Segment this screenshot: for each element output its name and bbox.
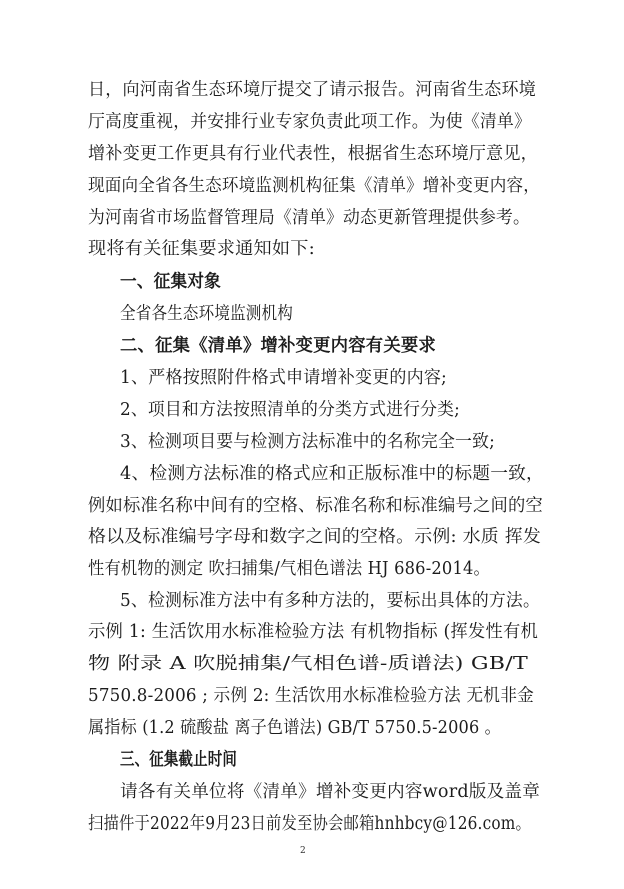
text-line: 示例 1: 生活饮用水标准检验方法 有机物指标 (挥发性有机	[88, 622, 539, 642]
text-line: 3、检测项目要与检测方法标准中的名称完全一致;	[120, 432, 496, 452]
section-heading: 二、征集《清单》增补变更内容有关要求	[120, 336, 436, 356]
text-line: 厅高度重视，并安排行业专家负责此项工作。为使《清单》	[88, 112, 531, 132]
text-line: 增补变更工作更具有行业代表性，根据省生态环境厅意见，	[88, 144, 538, 164]
text-line: 5、检测标准方法中有多种方法的，要标出具体的方法。	[120, 591, 541, 611]
text-line: 格以及标准编号字母和数字之间的空格。示例: 水质 挥发	[88, 527, 541, 547]
text-line: 请各有关单位将《清单》增补变更内容word版及盖章	[120, 782, 541, 802]
text-line: 日，向河南省生态环境厅提交了请示报告。河南省生态环境	[88, 80, 537, 100]
text-line: 5750.8-2006 ; 示例 2: 生活饮用水标准检验方法 无机非金	[88, 686, 535, 706]
text-line: 为河南省市场监督管理局《清单》动态更新管理提供参考。	[88, 208, 530, 228]
text-line: 属指标 (1.2 硫酸盐 离子色谱法) GB/T 5750.5-2006 。	[88, 718, 501, 738]
section-heading: 一、征集对象	[120, 272, 221, 292]
text-line: 性有机物的测定 吹扫捕集/气相色谱法 HJ 686-2014。	[88, 559, 490, 579]
text-line: 现面向全省各生态环境监测机构征集《清单》增补变更内容，	[88, 176, 541, 196]
section-heading: 三、征集截止时间	[120, 750, 237, 770]
text-line: 1、严格按照附件格式申请增补变更的内容;	[120, 368, 447, 388]
text-line: 扫描件于2022年9月23日前发至协会邮箱hnhbcy@126.com。	[88, 814, 531, 834]
text-line: 全省各生态环境监测机构	[120, 304, 293, 324]
page-number: 2	[300, 846, 306, 856]
text-line: 2、项目和方法按照清单的分类方式进行分类;	[120, 400, 461, 420]
text-line: 物 附录 A 吹脱捕集/气相色谱-质谱法) GB/T	[88, 654, 529, 674]
text-line: 现将有关征集要求通知如下:	[88, 239, 315, 259]
text-line: 例如标准名称中间有的空格、标准名称和标准编号之间的空	[88, 496, 544, 516]
text-line: 4、检测方法标准的格式应和正版标准中的标题一致，	[120, 464, 545, 484]
